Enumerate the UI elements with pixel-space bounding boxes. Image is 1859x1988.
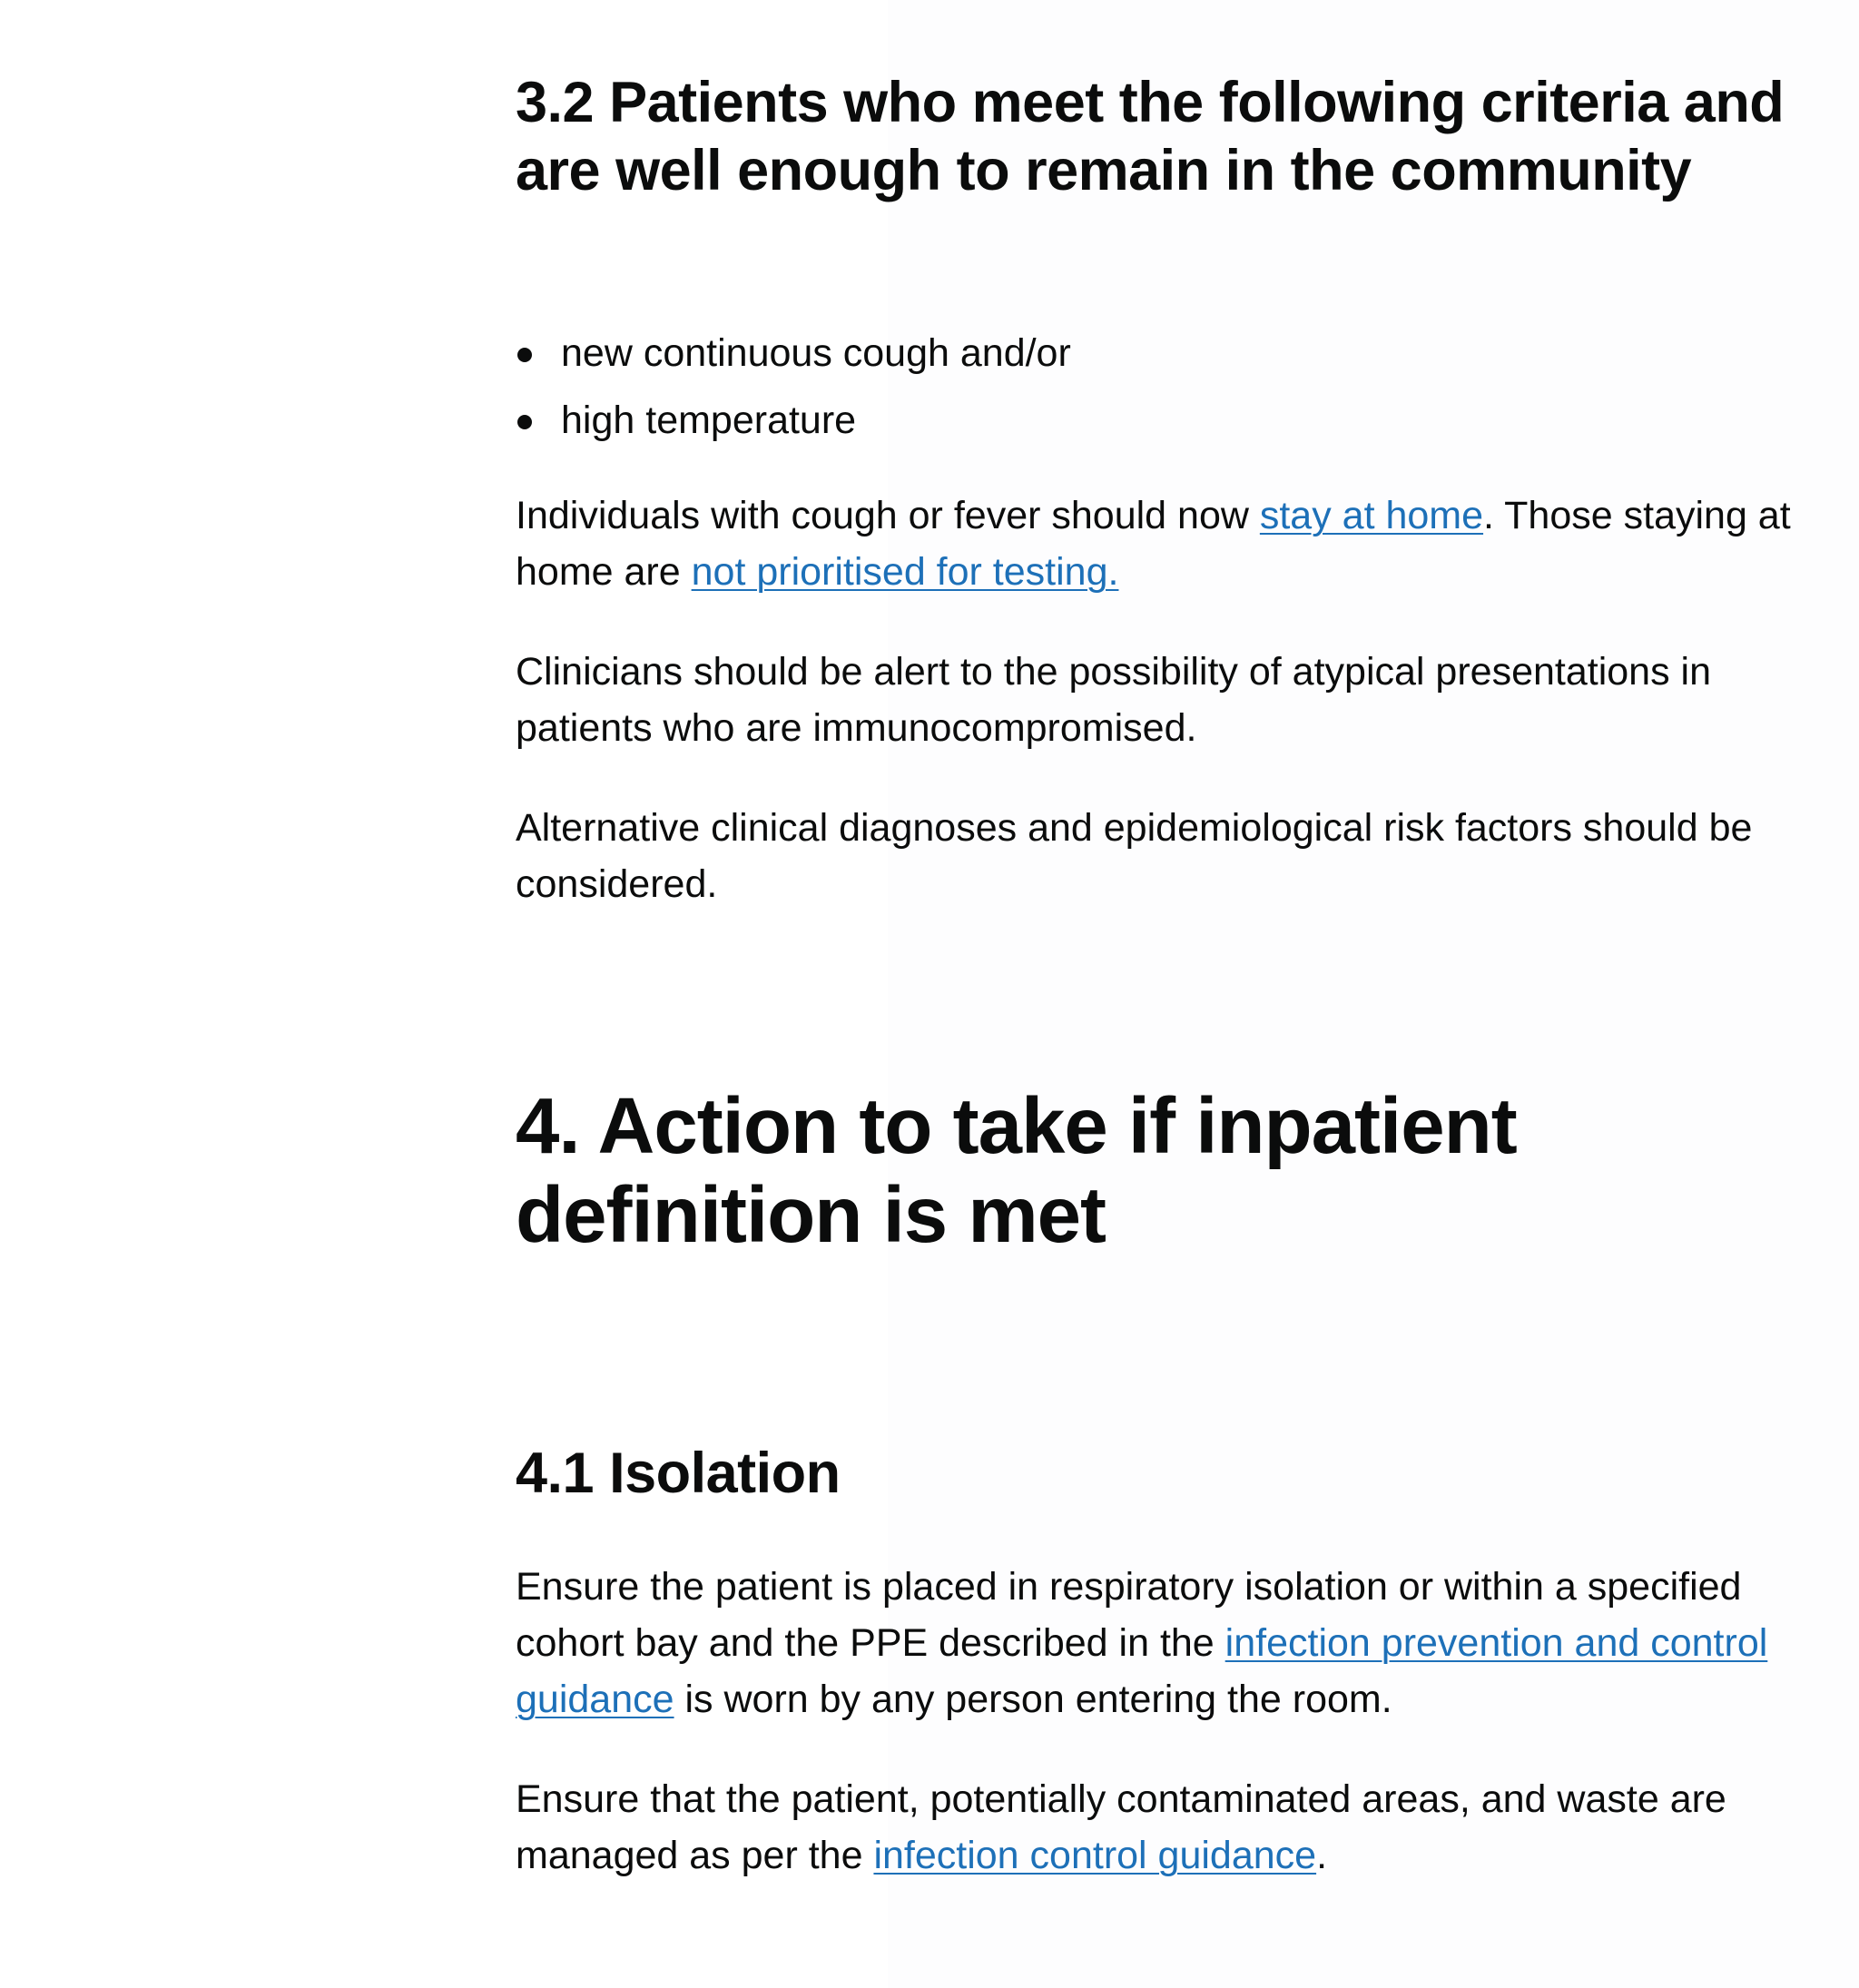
alternative-diagnoses-paragraph: Alternative clinical diagnoses and epidemiological risk factors should be considered.: [516, 806, 1753, 906]
section-4-1-heading: 4.1 Isolation: [516, 1442, 841, 1505]
paragraph-text: is worn by any person entering the room.: [674, 1678, 1392, 1721]
section-4-heading: 4. Action to take if inpatient definition is met: [516, 1082, 1517, 1259]
infection-control-guidance-link[interactable]: infection control guidance: [873, 1834, 1317, 1877]
stay-at-home-link[interactable]: stay at home: [1259, 494, 1484, 537]
section-3-2-heading: 3.2 Patients who meet the following criteria and are well enough to remain in the community: [516, 71, 1785, 202]
infection-prevention-guidance-link[interactable]: infection prevention and control guidance: [516, 1621, 1768, 1721]
not-prioritised-for-testing-link[interactable]: not prioritised for testing.: [691, 550, 1119, 594]
list-item-text: high temperature: [561, 399, 857, 442]
paragraph-text: Ensure the patient is placed in respiratory isolation or within a specified cohort bay and the PPE described in the: [516, 1565, 1742, 1665]
waste-management-paragraph: [516, 1771, 1805, 1884]
bullet-icon: [517, 415, 532, 429]
bullet-icon: [517, 348, 532, 362]
paragraph-text: . Those staying at home are: [516, 494, 1791, 594]
paragraph-text: Individuals with cough or fever should now: [516, 494, 1260, 537]
stay-at-home-paragraph: [516, 487, 1805, 600]
paragraph-text: .: [1316, 1834, 1328, 1877]
isolation-paragraph: [516, 1559, 1805, 1727]
list-item: [516, 320, 1786, 387]
list-item: [516, 387, 1786, 454]
paragraph-text: Ensure that the patient, potentially contaminated areas, and waste are managed as per the: [516, 1777, 1726, 1877]
criteria-list: [516, 320, 1786, 454]
list-item-text: new continuous cough and/or: [561, 331, 1071, 375]
atypical-presentations-paragraph: Clinicians should be alert to the possibility of atypical presentations in patients who are immunocompromised.: [516, 650, 1712, 750]
